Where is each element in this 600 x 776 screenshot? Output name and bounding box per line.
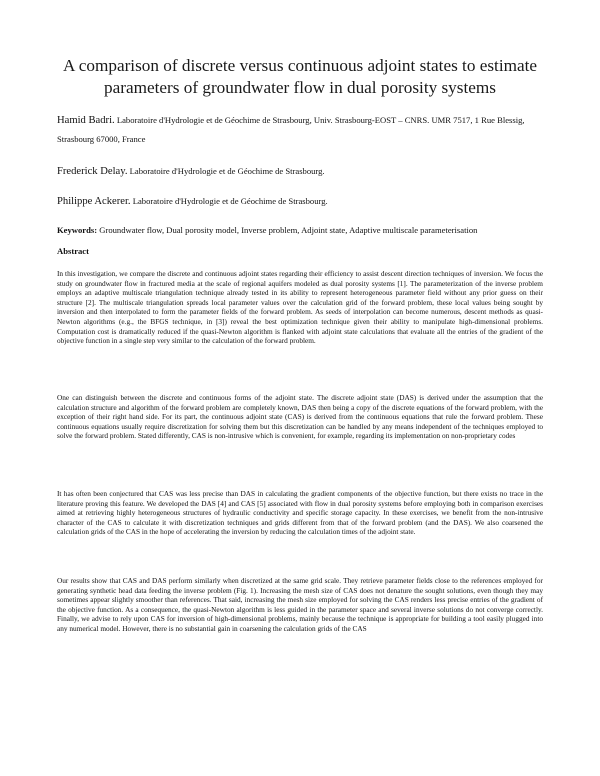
abstract-paragraph-2: One can distinguish between the discrete and continuous forms of the adjoint state. The discrete adjoint state (DAS) is derived under the assumption that the calculation structure and algorithm of the forward problem are completely known, DAS then being a copy of the discrete equations of the forward problem, with the exception of their right hand side. For its part, the continuous adjoint state (CAS) is derived from the continuous equations that rule the forward problem. These continuous equations usually require discretization for solving them but this discretization can be handled by any means independent of the techniques employed to solve the forward problem. Stated differently, CAS is non-intrusive which is convenient, for example, regarding its implementation on non-proprietary codes [57,393,543,441]
author-name: Philippe Ackerer. [57,196,131,207]
author-entry-badri [57,111,557,148]
keywords [57,224,557,237]
abstract-paragraph-4: Our results show that CAS and DAS perform similarly when discretized at the same grid scale. They retrieve parameter fields close to the references employed for generating synthetic head data feeding the inverse problem (Fig. 1). Increasing the mesh size of CAS does not denature the sought solutions, even though they may sometimes appear slightly smoother than references. That said, increasing the mesh size employed for solving the CAS renders less precise entries of the gradient of the objective function. As a consequence, the quasi-Newton algorithm is less guided in the parameter space and several inverse solutions do not converge correctly. Finally, we advise to rely upon CAS for inversion of high-dimensional problems, mainly because the technique is appropriate for building a tool easily plugged into any numerical model. However, there is no substantial gain in coarsening the calculation grids of the CAS [57,576,543,633]
keywords-label: Keywords: [57,225,98,235]
abstract-heading: Abstract [57,246,89,256]
author-affiliation: Laboratoire d'Hydrologie et de Géochime de Strasbourg, Univ. Strasbourg-EOST – CNRS. UMR 7517, 1 Rue Blessig, Strasbourg 67000, France [57,115,525,144]
paper-title: A comparison of discrete versus continuous adjoint states to estimate parameters of groundwater flow in dual porosity systems [63,56,537,97]
author-affiliation: Laboratoire d'Hydrologie et de Géochime de Strasbourg. [132,196,328,206]
author-entry-delay [57,162,557,181]
author-name: Hamid Badri. [57,115,115,126]
author-affiliation: Laboratoire d'Hydrologie et de Géochime de Strasbourg. [129,166,325,176]
author-name: Frederick Delay. [57,166,128,177]
keywords-text: Groundwater flow, Dual porosity model, Inverse problem, Adjoint state, Adaptive multiscale parameterisation [99,225,478,235]
author-entry-ackerer [57,192,557,211]
abstract-paragraph-1: In this investigation, we compare the discrete and continuous adjoint states regarding their efficiency to assist descent direction techniques of inversion. We focus the study on groundwater flow in fractured media at the scale of regional aquifers modeled as dual porosity systems [1]. The parameterization of the inverse problem employs an adaptive multiscale triangulation technique already tested in its ability to represent heterogeneous parameter field without any prior guess on their structure [2]. The multiscale triangulation spreads local parameter values over the calculation grid of the forward problem, these local values being sought by inversion and then interpolated to form the parameter fields of the forward problem. As seeds of interpolation can become numerous, descent methods as quasi-Newton algorithms (e.g., the BFGS technique, in [3]) reveal the best optimization technique given their ability to manipulate high-dimensional problems. Computation cost is dramatically reduced if the quasi-Newton algorithm is flanked with adjoint state calculations that evaluate all the entries of the gradient of the objective function in a single step very similar to the calculation of the forward problem. [57,269,543,346]
abstract-paragraph-3: It has often been conjectured that CAS was less precise than DAS in calculating the gradient components of the objective function, but there exists no trace in the literature proving this feature. We developed the DAS [4] and CAS [5] associated with flow in dual porosity systems before employing both in comparison exercises aimed at retrieving highly heterogeneous structures of hydraulic conductivity and specific storage capacity. In these exercises, we benefit from the non-intrusive character of the CAS to calculate it with discretization techniques and grids different from that of the forward problem (and the DAS). We also coarsened the calculation grids of the CAS in the hope of accelerating the inversion by reducing the calculation times of the adjoint state. [57,489,543,537]
